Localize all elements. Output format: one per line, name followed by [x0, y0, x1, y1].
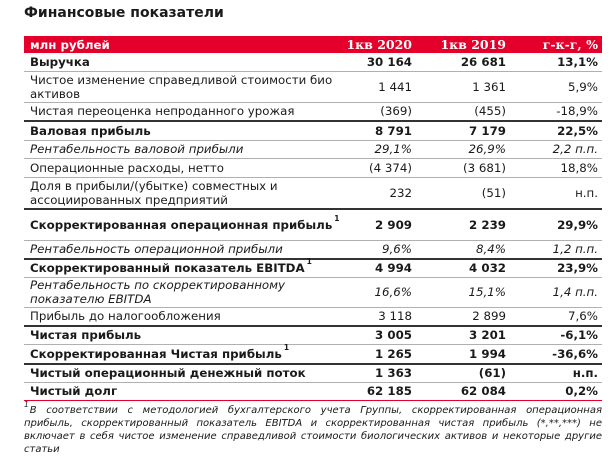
row-value-yoy: 0,2%: [565, 384, 598, 398]
header-unit-label: млн рублей: [30, 37, 110, 52]
row-label: Доля в прибыли/(убытке) совместных и ассоциированных предприятий: [30, 179, 278, 207]
row-value-2019: (455): [474, 104, 506, 118]
row-value-2020: 9,6%: [382, 242, 412, 256]
row-label: Чистое изменение справедливой стоимости био активов: [30, 73, 333, 101]
row-value-2020: 3 005: [375, 328, 412, 342]
row-value-2019: 26,9%: [468, 142, 506, 156]
row-value-2020: (369): [380, 104, 412, 118]
row-divider: [24, 71, 602, 72]
row-value-yoy: 23,9%: [557, 261, 598, 275]
table-row: [24, 278, 602, 306]
row-value-yoy: -6,1%: [560, 328, 598, 342]
row-value-2020: 4 994: [375, 261, 412, 275]
table-row: [24, 73, 602, 101]
table-bottom-rule: [24, 400, 602, 401]
table-header-row: [24, 36, 602, 53]
row-value-2019: (51): [481, 186, 506, 200]
row-value-2020: 29,1%: [374, 142, 412, 156]
row-value-yoy: 18,8%: [560, 160, 598, 175]
row-value-2019: 2 239: [469, 217, 506, 232]
row-value-yoy: 22,5%: [557, 123, 598, 138]
row-value-yoy: 7,6%: [568, 309, 598, 323]
table-row: [24, 178, 602, 208]
header-col-yoy: г-к-г, %: [542, 36, 598, 52]
row-value-2020: 232: [389, 186, 412, 200]
row-value-yoy: н.п.: [572, 366, 598, 380]
row-value-2020: 30 164: [366, 55, 412, 69]
table-row: [24, 54, 602, 70]
row-label: Прибыль до налогообложения: [30, 309, 221, 323]
row-label: [30, 342, 340, 362]
row-label: Операционные расходы, нетто: [30, 160, 224, 175]
footnote: [24, 399, 602, 456]
row-value-2020: (4 374): [369, 160, 412, 175]
row-value-yoy: 1,4 п.п.: [552, 285, 598, 299]
page-title: Финансовые показатели: [24, 5, 224, 21]
row-value-2019: 8,4%: [476, 242, 506, 256]
table-row: [24, 327, 602, 343]
table-row: [24, 308, 602, 324]
row-value-yoy: -36,6%: [552, 346, 598, 361]
row-label: Чистая прибыль: [30, 328, 142, 342]
row-value-yoy: 2,2 п.п.: [552, 142, 598, 156]
footnote-marker: 1: [306, 257, 312, 267]
row-value-yoy: 13,1%: [557, 55, 598, 69]
row-label-text: Скорректированный показатель EBITDA: [30, 261, 305, 275]
row-value-2019: (61): [478, 366, 506, 380]
row-value-yoy: 1,2 п.п.: [552, 242, 598, 256]
row-value-2020: 16,6%: [374, 285, 412, 299]
footnote-marker: 1: [283, 342, 290, 352]
row-label: Рентабельность валовой прибыли: [30, 142, 244, 156]
table-row: [24, 159, 602, 176]
table-row: [24, 103, 602, 119]
row-value-yoy: 29,9%: [557, 217, 598, 232]
row-value-yoy: -18,9%: [556, 104, 598, 118]
row-value-2019: 3 201: [469, 328, 506, 342]
row-value-2019: 7 179: [469, 123, 506, 138]
row-value-2019: 4 032: [469, 261, 506, 275]
header-col-2020: 1кв 2020: [346, 36, 412, 52]
row-value-2020: 1 265: [375, 346, 412, 361]
row-value-2019: 15,1%: [468, 285, 506, 299]
table-row: [24, 241, 602, 257]
table-row: [24, 257, 602, 276]
table-row: [24, 383, 602, 399]
row-label: Выручка: [30, 55, 90, 69]
table-row: [24, 210, 602, 239]
row-value-2019: 26 681: [460, 55, 506, 69]
row-value-2019: 1 361: [472, 80, 506, 94]
row-label-text: Скорректированная Чистая прибыль: [30, 346, 282, 361]
row-value-2019: 2 899: [472, 309, 506, 323]
row-value-2019: 1 994: [469, 346, 506, 361]
row-label: Валовая прибыль: [30, 123, 151, 138]
row-value-2020: 3 118: [378, 309, 412, 323]
table-row: [24, 342, 602, 362]
row-label-text: Скорректированная операционная прибыль: [30, 217, 333, 232]
row-label: [30, 210, 340, 239]
row-value-2020: 62 185: [366, 384, 412, 398]
row-value-2019: (3 681): [463, 160, 506, 175]
row-value-2020: 1 441: [378, 80, 412, 94]
row-label: Рентабельность по скорректированному показателю EBITDA: [30, 278, 286, 306]
table-row: [24, 122, 602, 139]
row-value-yoy: н.п.: [575, 186, 598, 200]
table-row: [24, 141, 602, 157]
header-col-2019: 1кв 2019: [440, 36, 506, 52]
row-label: [30, 257, 340, 276]
row-label: Чистый долг: [30, 384, 118, 398]
row-value-2020: 8 791: [375, 123, 412, 138]
row-value-2019: 62 084: [460, 384, 506, 398]
row-value-2020: 2 909: [375, 217, 412, 232]
table-row: [24, 365, 602, 381]
row-value-yoy: 5,9%: [568, 80, 598, 94]
footnote-marker: 1: [334, 213, 340, 223]
row-label: Рентабельность операционной прибыли: [30, 242, 283, 256]
footnote-text: В соответствии с методологией бухгалтерского учета Группы, скорректированная операционная прибыль, скорректированный показатель EBITDA и скорректированная чистая прибыль (*,**,***) не включает в себя чистое изменение справедливой стоимости биологических активов и некоторые другие статьи: [24, 405, 602, 455]
row-value-2020: 1 363: [375, 366, 412, 380]
row-label: Чистый операционный денежный поток: [30, 366, 306, 380]
footnote-marker: 1: [24, 399, 29, 409]
row-label: Чистая переоценка непроданного урожая: [30, 104, 295, 118]
